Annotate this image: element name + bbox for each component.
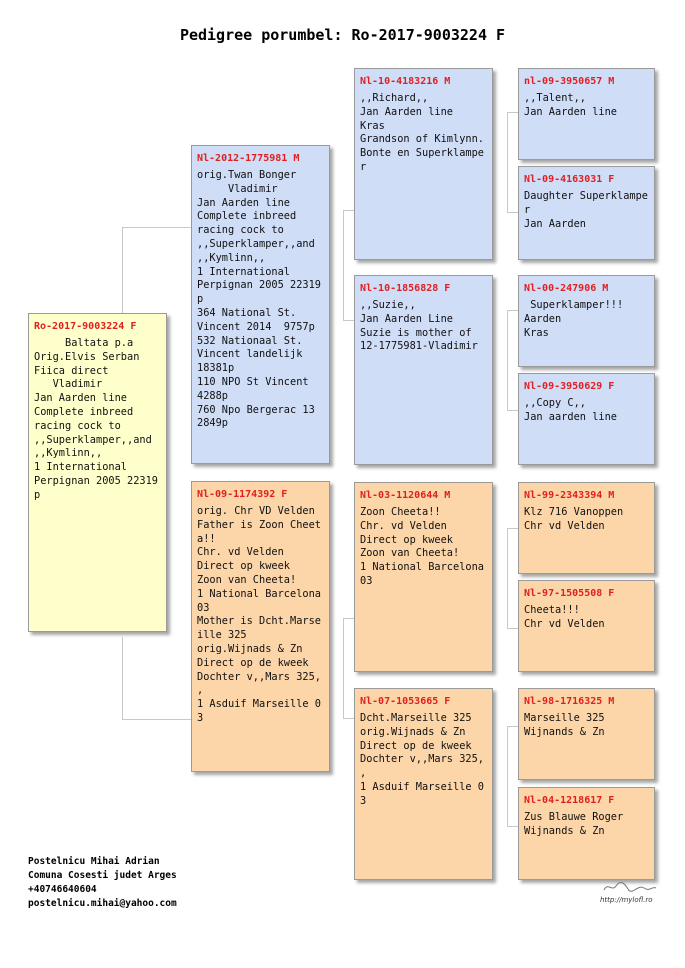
great-grandparent-description: Klz 716 Vanoppen Chr vd Velden [524, 506, 624, 532]
owner-phone: +40746640604 [28, 884, 97, 895]
dam-sire-ring-number: Nl-03-1120644 M [360, 490, 451, 501]
connector-line [122, 637, 123, 719]
great-grandparent-ring-number: Nl-09-3950629 F [524, 381, 615, 392]
dam-ring-number: Nl-09-1174392 F [197, 489, 288, 500]
great-grandparent-ring-number: Nl-98-1716325 M [524, 696, 615, 707]
sire-dam-ring-number: Nl-10-1856828 F [360, 283, 451, 294]
dam-card [191, 481, 330, 772]
great-grandparent-card-2 [518, 166, 655, 260]
great-grandparent-card-6 [518, 580, 655, 672]
subject-description: Baltata p.a Orig.Elvis Serban Fiica direct Vladimir Jan Aarden line Complete inbreed racing cock to ,,Superklamper,,and ,,Kymlinn,, 1 International Perpignan 2005 22319 p [34, 337, 158, 501]
sire-card [191, 145, 330, 464]
sire-ring-number: Nl-2012-1775981 M [197, 153, 300, 164]
dam-dam-card [354, 688, 493, 880]
great-grandparent-card-5 [518, 482, 655, 574]
connector-line [122, 227, 192, 228]
great-grandparent-ring-number: Nl-97-1505508 F [524, 588, 615, 599]
great-grandparent-description: ,,Copy C,, Jan aarden line [524, 397, 617, 423]
great-grandparent-description: ,,Talent,, Jan Aarden line [524, 92, 617, 118]
sire-sire-card [354, 68, 493, 260]
website-link[interactable]: http://mylofl.ro [600, 896, 653, 904]
great-grandparent-card-1 [518, 68, 655, 160]
sire-description: orig.Twan Bonger Vladimir Jan Aarden line Complete inbreed racing cock to ,,Superklamper,,and ,,Kymlinn,, 1 International Perpignan 2005 22319 p 364 National St. Vincent 2014 9757p 532 Nationaal St. Vincent landelijk 18381p 110 NPO St Vincent 4288p 760 Npo Bergerac 13 2849p [197, 169, 321, 430]
great-grandparent-description: Marseille 325 Wijnands & Zn [524, 712, 605, 738]
page-title: Pedigree porumbel: Ro-2017-9003224 F [179, 26, 506, 44]
great-grandparent-description: Cheeta!!! Chr vd Velden [524, 604, 605, 630]
great-grandparent-description: Daughter Superklampe r Jan Aarden [524, 190, 648, 230]
owner-name: Postelnicu Mihai Adrian [28, 856, 160, 867]
dam-dam-description: Dcht.Marseille 325 orig.Wijnads & Zn Direct op de kweek Dochter v,,Mars 325, , 1 Asduif Marseille 0 3 [360, 712, 484, 807]
connector-line [122, 719, 192, 720]
great-grandparent-description: Zus Blauwe Roger Wijnands & Zn [524, 811, 624, 837]
great-grandparent-description: Superklamper!!! Aarden Kras [524, 299, 624, 339]
great-grandparent-ring-number: nl-09-3950657 M [524, 76, 615, 87]
dam-dam-ring-number: Nl-07-1053665 F [360, 696, 451, 707]
dam-description: orig. Chr VD Velden Father is Zoon Cheet a!! Chr. vd Velden Direct op kweek Zoon van Cheeta! 1 National Barcelona 03 Mother is Dcht.Marse ille 325 orig.Wijnads & Zn Direct op de kweek Dochter v,,Mars 325, , 1 Asduif Marseille 0 3 [197, 505, 321, 724]
connector-line [507, 112, 508, 212]
connector-line [343, 618, 344, 718]
connector-line [507, 726, 508, 826]
great-grandparent-ring-number: Nl-04-1218617 F [524, 795, 615, 806]
great-grandparent-card-8 [518, 787, 655, 880]
owner-contact [28, 855, 177, 911]
great-grandparent-card-4 [518, 373, 655, 465]
sire-dam-description: ,,Suzie,, Jan Aarden Line Suzie is mother of 12-1775981-Vladimir [360, 299, 478, 353]
dam-sire-description: Zoon Cheeta!! Chr. vd Velden Direct op kweek Zoon van Cheeta! 1 National Barcelona 03 [360, 506, 484, 587]
signature-logo [600, 880, 660, 894]
sire-sire-description: ,,Richard,, Jan Aarden line Kras Grandson of Kimlynn. Bonte en Superklampe r [360, 92, 484, 173]
connector-line [122, 227, 123, 318]
sire-dam-card [354, 275, 493, 465]
connector-line [343, 210, 344, 320]
great-grandparent-card-3 [518, 275, 655, 367]
great-grandparent-ring-number: Nl-09-4163031 F [524, 174, 615, 185]
great-grandparent-ring-number: Nl-99-2343394 M [524, 490, 615, 501]
subject-ring-number: Ro-2017-9003224 F [34, 321, 137, 332]
sire-sire-ring-number: Nl-10-4183216 M [360, 76, 451, 87]
dam-sire-card [354, 482, 493, 672]
great-grandparent-card-7 [518, 688, 655, 780]
subject-pigeon-card [28, 313, 167, 632]
connector-line [507, 528, 508, 628]
owner-email: postelnicu.mihai@yahoo.com [28, 898, 177, 909]
owner-address: Comuna Cosesti judet Arges [28, 870, 177, 881]
connector-line [507, 310, 508, 410]
great-grandparent-ring-number: Nl-00-247906 M [524, 283, 609, 294]
